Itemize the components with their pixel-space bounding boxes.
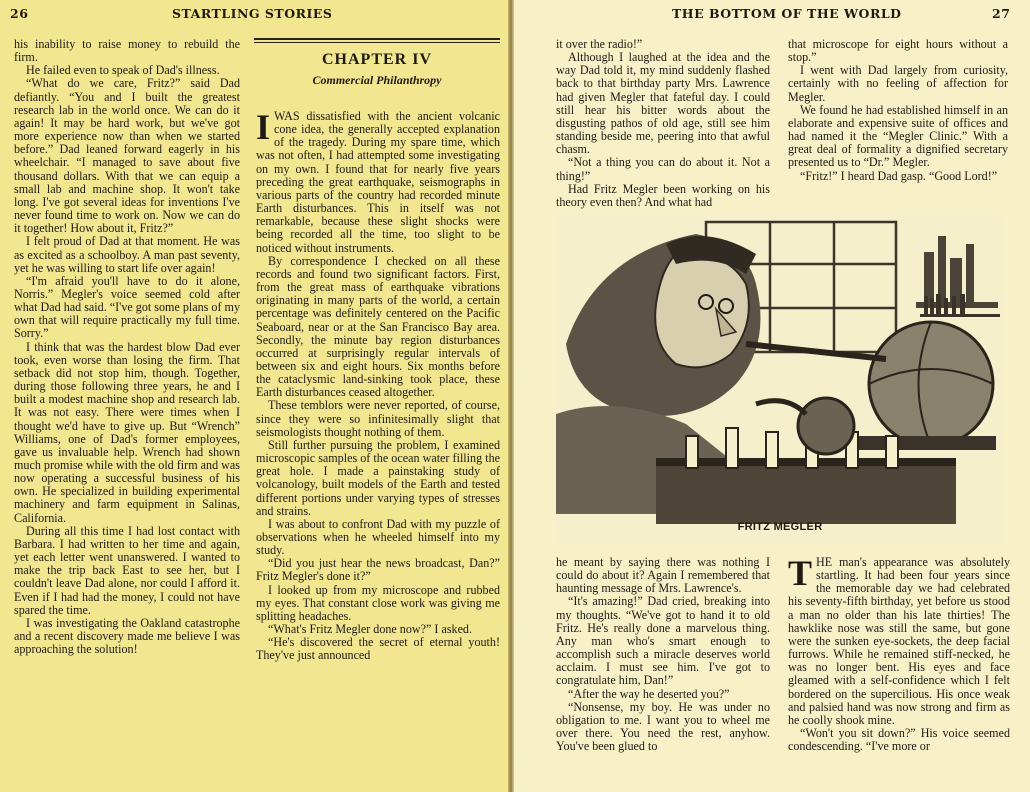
paragraph: “Not a thing you can do about it. Not a thing!” — [556, 155, 770, 183]
paragraph: “He's discovered the secret of eternal youth! They've just announced — [256, 635, 500, 663]
running-head-right: THE BOTTOM OF THE WORLD — [672, 6, 902, 21]
chapter-heading — [254, 38, 500, 100]
paragraph: Still further pursuing the problem, I examined microscopic samples of the ocean water filling the great hole. I made a painstaking study of volcanology, built models of the Earth and tested different portions under varying types of stresses and strains. — [256, 437, 500, 518]
paragraph: I felt proud of Dad at that moment. He was as excited as a schoolboy. A man past seventy, yet he was willing to start life over again! — [14, 234, 240, 275]
paragraph: We found he had established himself in an elaborate and expensive suite of offices and had named it the “Megler Clinic.” With a great deal of formality a dignified secretary presented us to “Dr.” Megler. — [788, 102, 1008, 170]
paragraph: Although I laughed at the idea and the way Dad told it, my mind suddenly flashed back to that birthday party Mrs. Lawrence had given Megler that fateful day. I could still hear his bitter words about the disgusting pathos of old age, still see him standing beside me, peering into that awful chasm. — [556, 50, 770, 157]
paragraph: “Did you just hear the news broadcast, Dan?” Fritz Megler's done it?” — [256, 556, 500, 584]
illustration-fritz-megler — [556, 214, 1004, 544]
paragraph: I was investigating the Oakland catastrophe and a recent discovery made me believe I was approaching the solution! — [14, 615, 240, 657]
paragraph: By correspondence I checked on all these records and found two significant factors. First, from the great mass of earthquake vibrations originating in many parts of the world, a certain percentage was definitely centered on the Pacific Seaboard, near or at the San Francisco Bay area. Secondly, the minute bay region disturbances occurred at surprisingly regular intervals of between six and eight hours. Six months before the cataclysmic land-sinking took place, these Earth disturbances ceased altogether. — [256, 253, 500, 400]
drop-cap: T — [788, 553, 813, 593]
paragraph: I think that was the hardest blow Dad ever took, even worse than losing the firm. That setback did not stop him, though. Together, during those following three years, he and I built a modest machine shop and research lab. It was not easy. There were times when I thought we'd have to give up. But “Wrench” Williams, one of Dad's former employees, gave us invaluable help. Wrench had shown much promise while with the old firm and was now operating a successful business of his own. He specialized in building experimental machinery and farm equipment in Salinas, California. — [14, 339, 240, 525]
page-number-right: 27 — [992, 6, 1011, 21]
running-head-left: STARTLING STORIES — [172, 6, 333, 21]
divider — [254, 42, 500, 43]
paragraph: These temblors were never reported, of course, since they were so infinitesimally slight that seismologists thought nothing of them. — [256, 398, 500, 439]
paragraph: THE man's appearance was absolutely startling. It had been four years since the memorable day we had celebrated his seventy-fifth birthday, yet before us stood a man no older than his late thirties! The hawklike nose was still the same, but gone were the sunken eye-sockets, the deep facial furrows. While he remained stiff-necked, he was no longer bent. His eyes and face gleamed with a self-confidence which I felt bordered on the supercilious. His once weak and palsied hand was now strong and firm as he coolly shook mine. — [788, 553, 1010, 727]
right-column-1-top — [556, 38, 770, 209]
paragraph: that microscope for eight hours without a stop.” — [788, 37, 1008, 65]
paragraph: I was about to confront Dad with my puzzle of observations when he wheeled himself into my study. — [256, 516, 500, 558]
paragraph: “Won't you sit down?” His voice seemed condescending. “I've more or — [788, 726, 1010, 754]
chapter-number: CHAPTER IV — [321, 51, 432, 68]
paragraph: it over the radio!” — [556, 37, 643, 51]
paragraph: During all this time I had lost contact with Barbara. I had written to her time and again, yet each letter went unanswered. I wanted to make the trip back East to see her, but I couldn't leave Dad alone, nor could I afford it. Even if I had had the money, I could not have spared the time. — [14, 523, 240, 617]
paragraph: He failed even to speak of Dad's illness. — [26, 63, 220, 78]
paragraph: he meant by saying there was nothing I could do about it? Again I remembered that haunting message of Mrs. Lawrence's. — [556, 555, 770, 596]
paragraph: “Fritz!” I heard Dad gasp. “Good Lord!” — [800, 168, 998, 183]
drop-cap: I — [256, 107, 271, 147]
divider — [254, 38, 500, 40]
right-column-2-top — [788, 38, 1008, 183]
right-column-2-bottom — [788, 553, 1010, 754]
right-column-1-bottom — [556, 556, 770, 753]
left-column-1 — [14, 38, 240, 656]
chapter-title: Commercial Philanthropy — [312, 73, 442, 87]
paragraph: “What do we care, Fritz?” said Dad defiantly. “You and I built the greatest research lab in the world once. We can do it again! It may be hard work, but we've got more experience now than when we started before.” Dad leaned forward eagerly in his wheelchair. “I managed to save about five thousand dollars. With that we can equip a small lab and machine shop. It won't take long. I've got several ideas for inventions I've never found time to work on. Now we can do it together! How about it, Fritz?” — [14, 76, 240, 236]
illustration-caption: FRITZ MEGLER — [737, 521, 823, 533]
paragraph: “It's amazing!” Dad cried, breaking into my thoughts. “We've got to hand it to old Fritz. He's really done a marvelous thing. Any man who's smart enough to accomplish such a miracle deserves world acclaim. I must see him. I've got to congratulate him, Dan!” — [556, 594, 770, 688]
paragraph: IWAS dissatisfied with the ancient volcanic cone idea, the generally accepted explanation of the tragedy. During my spare time, which was not often, I had attempted some investigating on my own. I found that for nearly five years preceding the great earthquake, seismographs in various parts of the country had recorded minute Earth disturbances. This in itself was not remarkable, because these slight shocks were being recorded all the time, too slight to be noticed without instruments. — [256, 107, 500, 255]
paragraph: Had Fritz Megler been working on his theory even then? And what had — [556, 181, 770, 209]
page-number-left: 26 — [10, 6, 29, 21]
paragraph: I went with Dad largely from curiosity, certainly with no feeling of affection for Megler. — [788, 63, 1008, 104]
paragraph: “I'm afraid you'll have to do it alone, Norris.” Megler's voice seemed cold after what Dad had said. “I've got some plans of my own that will require practically my full time. Sorry.” — [14, 273, 240, 341]
paragraph: “After the way he deserted you?” — [568, 686, 730, 701]
paragraph: “Nonsense, my boy. He was under no obligation to me. I want you to wheel me over there. You need the rest, anyhow. You've been glued to — [556, 699, 770, 754]
paragraph: his inability to raise money to rebuild the firm. — [14, 37, 240, 65]
paragraph: I looked up from my microscope and rubbed my eyes. That constant close work was giving me splitting headaches. — [256, 582, 500, 623]
paragraph: “What's Fritz Megler done now?” I asked. — [268, 622, 473, 637]
left-page — [0, 0, 508, 792]
left-column-2 — [256, 107, 500, 663]
